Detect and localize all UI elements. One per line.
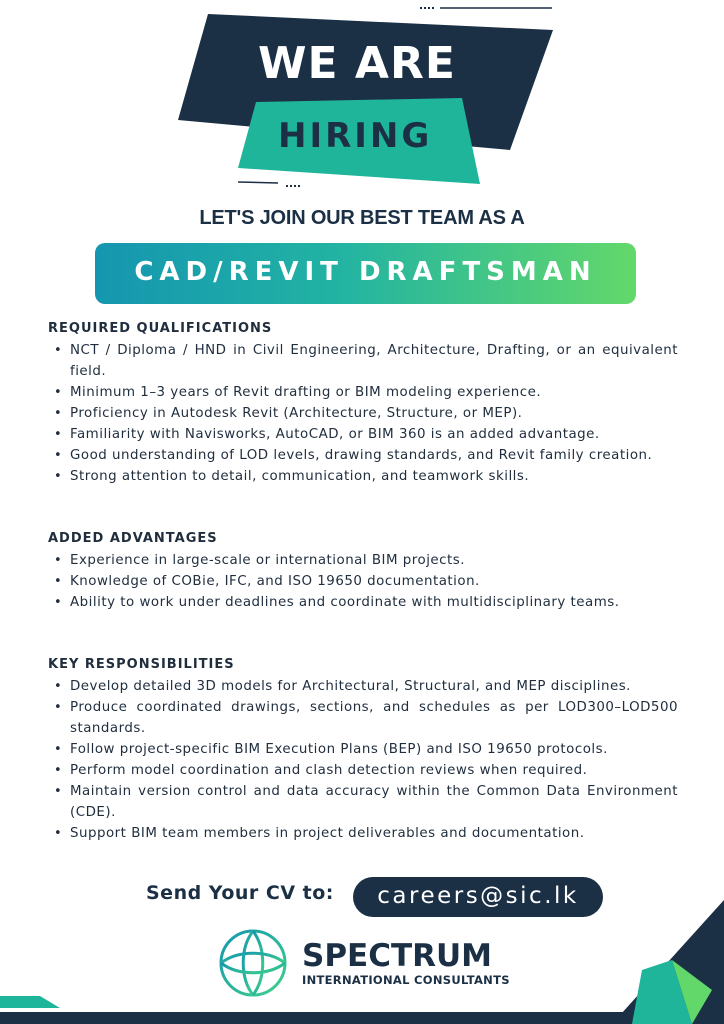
list-item: • Experience in large-scale or international BIM projects. xyxy=(70,550,678,571)
list-item: • Knowledge of COBie, IFC, and ISO 19650 documentation. xyxy=(70,571,678,592)
list-item: • Proficiency in Autodesk Revit (Architecture, Structure, or MEP). xyxy=(70,403,678,424)
list-item: • Follow project-specific BIM Execution Plans (BEP) and ISO 19650 protocols. xyxy=(70,739,678,760)
position-title: CAD/REVIT DRAFTSMAN xyxy=(134,257,597,287)
send-cv-label: Send Your CV to: xyxy=(146,882,334,904)
section-heading: KEY RESPONSIBILITIES xyxy=(48,657,235,672)
corner-triangle-decoration xyxy=(612,900,724,1024)
list-item: • Develop detailed 3D models for Architectural, Structural, and MEP disciplines. xyxy=(70,676,678,697)
list-item: • Ability to work under deadlines and coordinate with multidisciplinary teams. xyxy=(70,592,678,613)
header-banner-graphic xyxy=(0,0,724,200)
list-item: • Good understanding of LOD levels, drawing standards, and Revit family creation. xyxy=(70,445,678,466)
list-item: • Strong attention to detail, communication, and teamwork skills. xyxy=(70,466,678,487)
intro-text: LET'S JOIN OUR BEST TEAM AS A xyxy=(199,207,525,229)
headline-we-are: WE ARE xyxy=(258,38,456,89)
list-item: • NCT / Diploma / HND in Civil Engineering, Architecture, Drafting, or an equivalent field. xyxy=(70,340,678,382)
list-item: • Familiarity with Navisworks, AutoCAD, or BIM 360 is an added advantage. xyxy=(70,424,678,445)
list-item: • Produce coordinated drawings, sections, and schedules as per LOD300–LOD500 standards. xyxy=(70,697,678,739)
company-name: SPECTRUM xyxy=(302,938,493,974)
required-qualifications-section xyxy=(48,321,678,487)
key-responsibilities-section xyxy=(48,657,678,844)
list-item: • Support BIM team members in project deliverables and documentation. xyxy=(70,823,678,844)
added-advantages-section xyxy=(48,531,678,613)
headline-hiring: HIRING xyxy=(278,116,433,156)
company-subtitle: INTERNATIONAL CONSULTANTS xyxy=(302,973,510,987)
list-item: • Maintain version control and data accuracy within the Common Data Environment (CDE). xyxy=(70,781,678,823)
email-link[interactable]: careers@sic.lk xyxy=(353,877,603,917)
section-heading: REQUIRED QUALIFICATIONS xyxy=(48,321,273,336)
list-item: • Minimum 1–3 years of Revit drafting or BIM modeling experience. xyxy=(70,382,678,403)
position-title-box xyxy=(95,243,636,304)
list-item: • Perform model coordination and clash detection reviews when required. xyxy=(70,760,678,781)
section-heading: ADDED ADVANTAGES xyxy=(48,531,218,546)
